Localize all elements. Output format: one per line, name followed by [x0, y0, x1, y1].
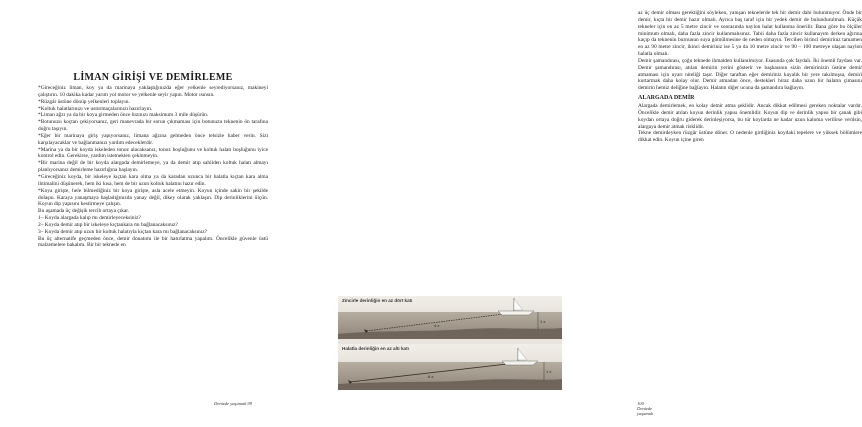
chain-caption: Zincirle derinliğin en az dört katı: [342, 298, 413, 303]
chain-length-label: 4 x: [434, 323, 440, 328]
list-item: 2– Koyda demir atıp bir iskeleye kıçtankara mı bağlanacaksınız?: [38, 221, 178, 228]
paragraph: *Eğer bir marinaya giriş yapıyorsanız, limana ağzına gelmeden önce telsizle haber verin. Sizi karşılayacaklar ve bağlanmanızı yardım edeceklerdir.: [38, 132, 268, 146]
rope-scope-panel: [338, 344, 562, 390]
paragraph: az üç demir olması gerektiğini söyleken, yanışan teknelerde tek bir demir dahi bulunmuyor. Önde bir demir, kıçta bir demir hazır olmalı. Ayrıca baş taraf için bir yedek demir de bulundurulmalı. Küçük tekneler için en az 5 metre zincir ve sonrasında naylon halat kullanma önerilir. Bana göre bu ölçüler minimum olmalı, daha fazla zincir kullanmalısınız. Tabii daha fazla zincir kullanayım derken ağırına kaçıp da teknenin burnunun suya gömülmesine de neden olmayın. Tercihen birinci demiriniz tamamen en az 90 metre zincir, ikinci demiriniz ise 5 ya da 10 metre zincir ve 90 – 100 metreye ulaşan naylon halatla olmalı.: [638, 10, 862, 58]
paragraph: *Rüzgâr üstüne dönüp yelkenleri toplayın.: [38, 98, 130, 105]
list-item: 3– Koyda demir atıp uzun bir koltuk halatıyla kıçtan kara mı bağlanacaksınız?: [38, 228, 207, 235]
rope-caption: Halatla derinliğin en az altı katı: [342, 346, 409, 351]
depth-label: 1 x: [540, 319, 546, 324]
left-page: [0, 0, 300, 427]
list-item: 1– Koyda alargada kalıp mı demirleyeceksiniz?: [38, 215, 141, 222]
chapter-title: LİMAN GİRİŞİ VE DEMİRLEME: [73, 72, 233, 83]
paragraph: *Gireceğiniz liman, koy ya da marinaya yaklaştığınızda eğer yelkenle seyrediyorsanız, makineyi çalıştırın. 10 dakika kadar yarım yol motor ve yelkenle seyir yapın. Motor ısınsın.: [38, 85, 268, 98]
paragraph: *Marina ya da bir koyda iskeleden tonoz alacaksanız, tonoz boşluğunu ve koltuk halatı boşluğunu iyice kontrol edin. Gerekirse, yardım istemekten çekinmeyin.: [38, 146, 268, 160]
anchoring-illustration: [338, 296, 562, 390]
section-heading: ALARGADA DEMİR: [638, 95, 695, 102]
paragraph: Bu aşamada üç değişik tercih ortaya çıkar.: [38, 208, 130, 215]
boat-hull-icon: [502, 361, 538, 365]
boat-hull-icon: [498, 311, 534, 315]
paragraph: Tekne demirdeyken rüzgâr üstüne döner. O nedenle girdiğiniz koydaki tepelere ve yüksek bölümlere dikkat edin. Koyun içine giren: [638, 130, 862, 144]
depth-label: 1 x: [546, 369, 552, 374]
paragraph: *Botunuzu koçtan çekiyorsanız, geri manevrada bir sorun çıkmaması için botunuzu teknenin ön tarafına doğru taşıyın.: [38, 119, 268, 133]
page-number-left: Denizde yaşamak 99: [214, 401, 253, 406]
page-number-right: 100 Denizde yaşamak: [637, 401, 654, 416]
paragraph: *Liman ağzı ya da bir koya girmeden önce hızınızı maksimum 3 mile düşürün.: [38, 112, 209, 119]
chain-scope-panel: [338, 296, 562, 339]
paragraph: *Koya girişte, hele bilmediğiniz bir koya girişte, asla acele etmeyin. Koyun içinde sakin bir şekilde dolaşın. Karaya yanaşmaya başladığınızda yanay değil, dikey olarak yaklaşın. Dip derinliklerini ölçün. Koyun dip yapısını kestirmeye çalışın.: [38, 187, 268, 208]
right-text-column: [638, 10, 862, 144]
paragraph: *Bir marina değil de bir koyda alargada demirlemeye, ya da demir atıp sahilden koltuk halatı almayı planlıyorsanız demirleme hazırlığına başlayın.: [38, 160, 268, 174]
paragraph: Bu üç alternatife geçmeden önce, demir donatımı ile bir hatırlatma yapalım. Öncelikle güvenle üstü malzemelere bakalım. Bir bir teknede en: [38, 235, 268, 249]
paragraph: Alargada demirlemek, en kolay demir atma şeklidir. Ancak dikkat edilmesi gereken noktalar vardır. Öncelikle demir atılan koyun derinlik yapısı önemlidir. Koyun dip ve derinlik yapısı bir çanak gibi koydan ortaya doğru giderek derinleşiyorsa, bu tür koylarda ne kadar uzun kaloma verilirse verilsin, alargaya demir atmak risklidir.: [638, 102, 862, 130]
rope-length-label: 6 x: [428, 374, 434, 379]
paragraph: Demir şamandırası, çoğu teknede ihmalden kullanılmıyor. Esasında çok faydalı. İki önemli faydası var. Demir şamandırası, atılan demirin yerini gösterir ve başkasının sizin demirinizin üstüne demir atmaması için uyarı niteliği taşır. Diğer taraftan eğer demiriniz kayalık bir yere takılmışsa, demiri kurtarmak daha kolay olur. Demir atmadan önce, destekleri biraz daha uzun bir halatın çimasını demirin hemiz deliğine bağlayın. Halatın diğer ucuna da şamandıra bağlayın.: [638, 57, 862, 92]
left-text-column: [38, 85, 268, 249]
paragraph: *Gireceğiniz koyda, bir iskeleye kıçtan kara olma ya da karadan uzunca bir halatla kıçtan kara alma ihtimalini düşünerek, hem iki kısa, hem de bir uzun koltuk halatını hazır edin.: [38, 173, 268, 187]
paragraph: *Koltuk halatlarınızı ve usturmaçalarınızı hazırlayın.: [38, 105, 153, 112]
